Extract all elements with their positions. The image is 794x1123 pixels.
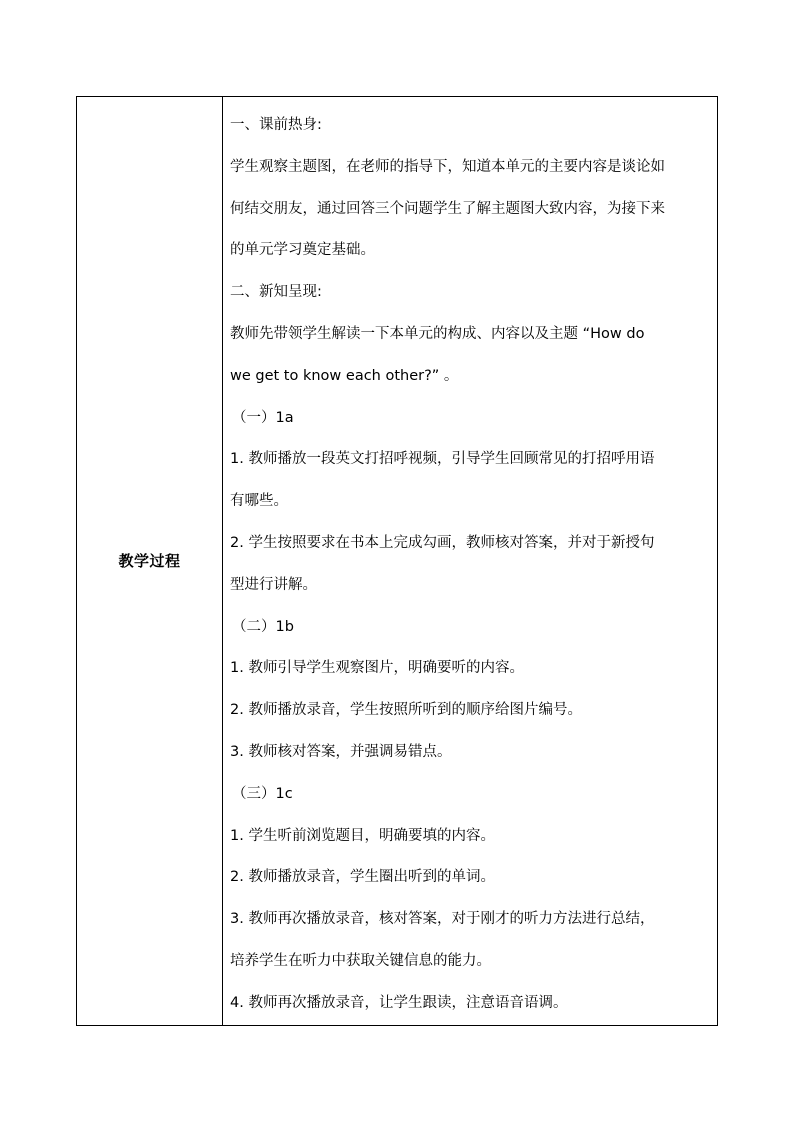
list-item-continued: 培养学生在听力中获取关键信息的能力。 <box>230 952 491 969</box>
subheading-1b: （二）1b <box>232 618 294 635</box>
lesson-plan-table <box>76 96 718 1026</box>
list-item: 4. 教师再次播放录音，让学生跟读，注意语音语调。 <box>230 994 568 1011</box>
list-item: 3. 教师再次播放录音，核对答案，对于刚才的听力方法进行总结， <box>230 911 655 928</box>
subheading-1c: （三）1c <box>232 785 293 802</box>
list-item: 1. 教师播放一段英文打招呼视频，引导学生回顾常见的打招呼用语 <box>230 451 655 468</box>
list-item: 2. 学生按照要求在书本上完成勾画，教师核对答案，并对于新授句 <box>230 534 655 551</box>
list-item: 3. 教师核对答案，并强调易错点。 <box>230 743 452 760</box>
section-content-cell <box>223 97 718 1026</box>
list-item: 2. 教师播放录音，学生圈出听到的单词。 <box>230 869 495 886</box>
table-row <box>77 97 718 1026</box>
section-label: 教学过程 <box>118 552 181 571</box>
paragraph-line: 学生观察主题图，在老师的指导下，知道本单元的主要内容是谈论如 <box>230 158 665 175</box>
list-item-continued: 型进行讲解。 <box>230 576 317 593</box>
list-item: 2. 教师播放录音，学生按照所听到的顺序给图片编号。 <box>230 702 582 719</box>
heading-new-knowledge: 二、新知呈现: <box>230 284 322 301</box>
list-item-continued: 有哪些。 <box>230 493 288 510</box>
paragraph-line: 何结交朋友，通过回答三个问题学生了解主题图大致内容，为接下来 <box>230 200 665 217</box>
section-label-cell <box>77 97 223 1026</box>
list-item: 1. 学生听前浏览题目，明确要填的内容。 <box>230 827 495 844</box>
paragraph-line: 的单元学习奠定基础。 <box>230 242 375 259</box>
list-item: 1. 教师引导学生观察图片，明确要听的内容。 <box>230 660 524 677</box>
heading-warmup: 一、课前热身: <box>230 117 322 133</box>
subheading-1a: （一）1a <box>232 409 294 426</box>
paragraph-line: we get to know each other?” 。 <box>230 367 459 384</box>
paragraph-line: 教师先带领学生解读一下本单元的构成、内容以及主题 “How do <box>230 325 645 342</box>
